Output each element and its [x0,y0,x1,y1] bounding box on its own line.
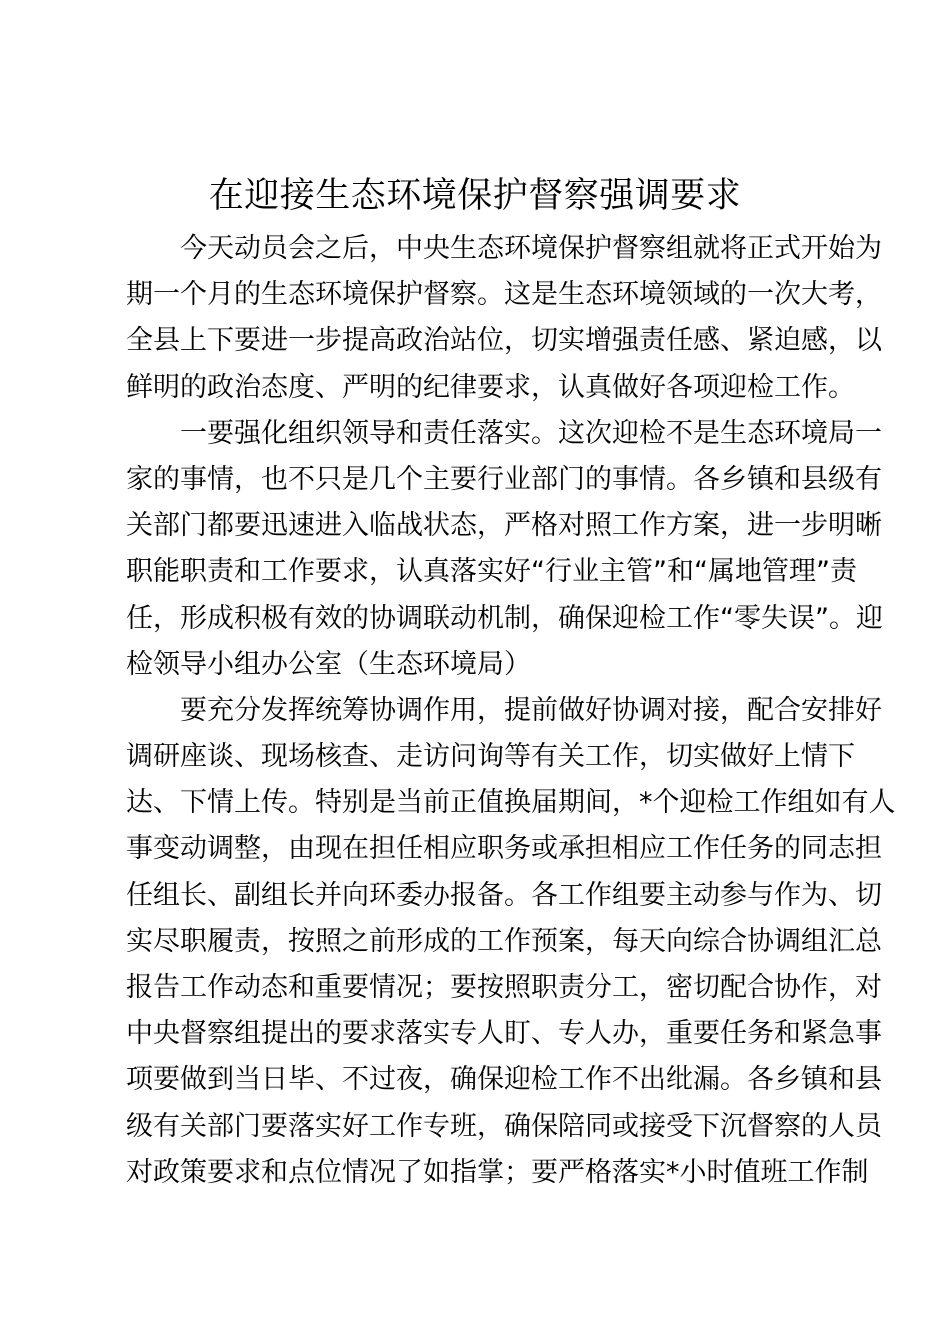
paragraph-line: 职能职责和工作要求，认真落实好“行业主管”和“属地管理”责 [126,556,857,588]
paragraph-line: 全县上下要进一步提高政治站位，切实增强责任感、紧迫感，以 [126,325,882,357]
paragraph-line: 任组长、副组长并向环委办报备。各工作组要主动参与作为、切 [126,879,882,911]
paragraph-line: 关部门都要迅速进入临战状态，严格对照工作方案，进一步明晰 [126,510,882,542]
paragraph-line: 中央督察组提出的要求落实专人盯、专人办，重要任务和紧急事 [126,1018,882,1050]
paragraph-line: 达、下情上传。特别是当前正值换届期间，*个迎检工作组如有人 [126,787,896,819]
paragraph-line: 鲜明的政治态度、严明的纪律要求，认真做好各项迎检工作。 [126,371,855,403]
paragraph-line: 项要做到当日毕、不过夜，确保迎检工作不出纰漏。各乡镇和县 [126,1064,882,1096]
paragraph-1 [126,226,882,411]
document-body [126,226,896,1196]
paragraph-line: 事变动调整，由现在担任相应职务或承担相应工作任务的同志担 [126,833,882,865]
paragraph-line: 检领导小组办公室（生态环境局） [126,648,531,680]
paragraph-line: 实尽职履责，按照之前形成的工作预案，每天向综合协调组汇总 [126,925,882,957]
document-title: 在迎接生态环境保护督察强调要求 [208,176,742,216]
paragraph-line: 对政策要求和点位情况了如指掌；要严格落实*小时值班工作制 [126,1156,869,1188]
paragraph-line: 要充分发挥统筹协调作用，提前做好协调对接，配合安排好 [180,694,882,726]
paragraph-2 [126,411,883,688]
paragraph-line: 调研座谈、现场核查、走访问询等有关工作，切实做好上情下 [126,741,855,773]
paragraph-3 [126,688,896,1196]
paragraph-line: 家的事情，也不只是几个主要行业部门的事情。各乡镇和县级有 [126,463,882,495]
paragraph-line: 期一个月的生态环境保护督察。这是生态环境领域的一次大考， [126,279,882,311]
paragraph-line: 任，形成积极有效的协调联动机制，确保迎检工作“零失误”。迎 [126,602,883,634]
paragraph-line: 今天动员会之后，中央生态环境保护督察组就将正式开始为 [180,233,882,264]
paragraph-line: 报告工作动态和重要情况；要按照职责分工，密切配合协作，对 [126,972,882,1003]
paragraph-line: 一要强化组织领导和责任落实。这次迎检不是生态环境局一 [180,417,882,449]
paragraph-line: 级有关部门要落实好工作专班，确保陪同或接受下沉督察的人员 [126,1110,882,1142]
